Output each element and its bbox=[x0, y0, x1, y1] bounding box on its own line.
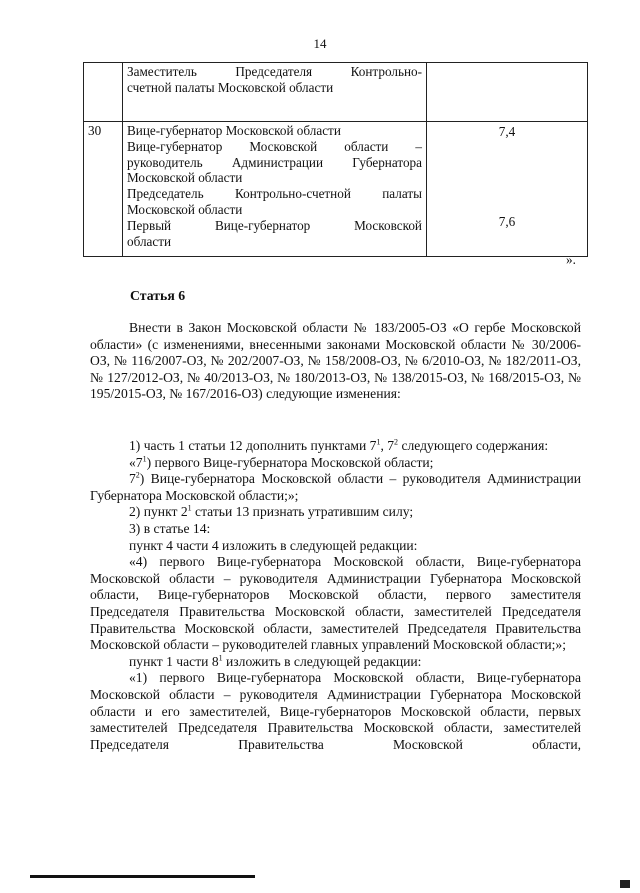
item-2: 2) пункт $2^1$ статьи 13 признать утратившим силу; bbox=[129, 503, 414, 520]
position-cell bbox=[123, 122, 427, 257]
article-intro bbox=[90, 320, 581, 403]
position-line: Первый Вице-губернатор Московской bbox=[127, 217, 422, 233]
position-line: Председатель Контрольно-счетной палаты bbox=[127, 186, 422, 202]
item-3-b: пункт 1 части $8^1$ изложить в следующей редакции: bbox=[129, 653, 422, 669]
item-3-a: пункт 4 части 4 изложить в следующей редакции: bbox=[129, 537, 418, 553]
article-title: Статья 6 bbox=[130, 288, 186, 303]
position-line: Заместитель Председателя Контрольно- bbox=[127, 64, 422, 79]
row-number-cell bbox=[84, 63, 123, 122]
page-number: 14 bbox=[313, 36, 327, 51]
point-7-1: «$7^1$) первого Вице-губернатора Московской области; bbox=[129, 454, 434, 470]
point-7-2: $7^2$) Вице-губернатора Московской области – руководителя Администрации Губернатора Московской области;»; bbox=[90, 470, 581, 503]
position-line: Московской области bbox=[127, 170, 243, 186]
footer-rule bbox=[30, 875, 255, 878]
position-line: руководитель Администрации Губернатора bbox=[127, 154, 422, 170]
quote-point-4: «4) первого Вице-губернатора Московской области, Вице-губернатора Московской области – руководителя Администрации Губернатора Московской области, Вице-губернаторов Московской области, первого заместителя Председателя Правительства Московской области, заместителей Председателя Правительства Московской области, заместителей Председателя Правительства Московской области – руководителей главных управлений Московской области;»; bbox=[90, 554, 581, 653]
table-row bbox=[84, 63, 588, 122]
article-body bbox=[90, 438, 581, 753]
item-1: 1) часть 1 статьи 12 дополнить пунктами $7^1$, $7^2$ следующего содержания: bbox=[129, 437, 549, 453]
closing-quote: ». bbox=[566, 252, 576, 267]
coefficient-value: 7,4 bbox=[498, 124, 516, 139]
compensation-table bbox=[83, 62, 588, 257]
position-line: Вице-губернатор Московской области bbox=[127, 123, 341, 138]
table-row bbox=[84, 122, 588, 257]
position-line: области bbox=[127, 233, 172, 249]
scan-mark bbox=[620, 880, 630, 888]
position-line: Московской области bbox=[127, 201, 243, 217]
position-line: счетной палаты Московской области bbox=[127, 79, 334, 95]
value-cell bbox=[427, 122, 588, 257]
position-cell bbox=[123, 63, 427, 122]
item-3: 3) в статье 14: bbox=[129, 520, 211, 536]
intro-paragraph: Внести в Закон Московской области № 183/2005-ОЗ «О гербе Московской области» (с изменениями, внесенными законами Московской области № 30/2006-ОЗ, № 116/2007-ОЗ, № 202/2007-ОЗ, № 158/2008-ОЗ, № 6/2010-ОЗ, № 182/2011-ОЗ, № 127/2012-ОЗ, № 40/2013-ОЗ, № 180/2013-ОЗ, № 138/2015-ОЗ, № 168/2015-ОЗ, № 195/2015-ОЗ, № 167/2016-ОЗ) следующие изменения: bbox=[90, 320, 581, 402]
position-line: Вице-губернатор Московской области – bbox=[127, 138, 422, 154]
coefficient-value: 7,6 bbox=[498, 214, 516, 229]
quote-point-1: «1) первого Вице-губернатора Московской области, Вице-губернатора Московской области – руководителя Администрации Губернатора Московской области и его заместителей, Вице-губернаторов Московской области, первых заместителей Председателя Правительства Московской области, заместителей Председателя Правительства Московской области, bbox=[90, 670, 581, 752]
row-number-cell: 30 bbox=[84, 122, 123, 257]
value-cell bbox=[427, 63, 588, 122]
